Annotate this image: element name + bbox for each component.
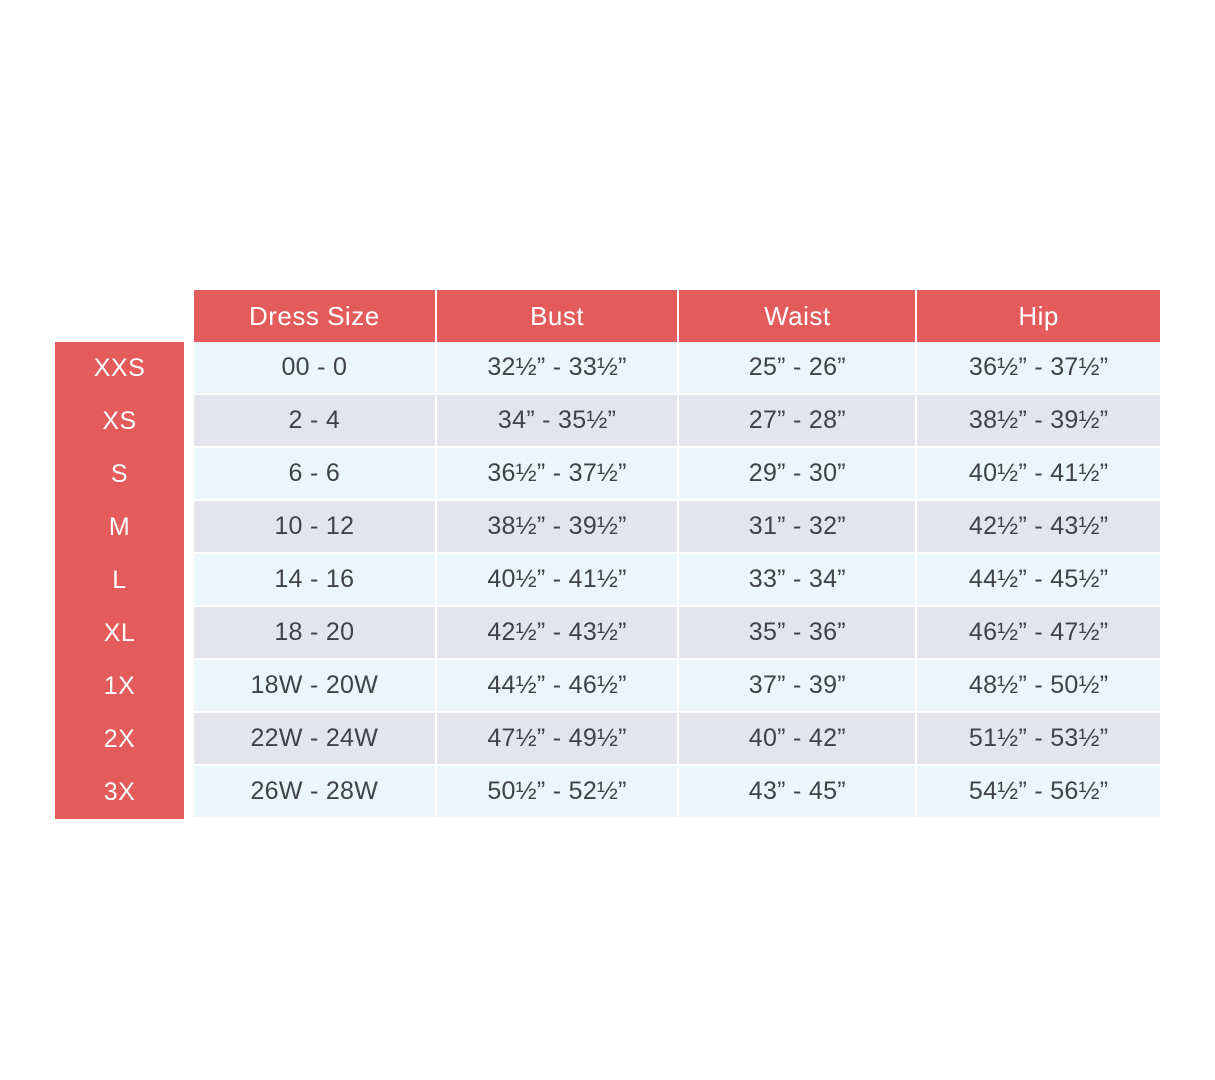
cell-waist: 33” - 34” bbox=[679, 554, 917, 607]
row-label-s: S bbox=[55, 448, 184, 501]
row-label-3x: 3X bbox=[55, 766, 184, 819]
table-body bbox=[55, 342, 1160, 819]
cell-dress-size: 6 - 6 bbox=[194, 448, 437, 501]
cell-bust: 50½” - 52½” bbox=[437, 766, 680, 819]
cell-waist: 31” - 32” bbox=[679, 501, 917, 554]
cell-waist: 27” - 28” bbox=[679, 395, 917, 448]
cell-hip: 46½” - 47½” bbox=[917, 607, 1160, 660]
row-label-m: M bbox=[55, 501, 184, 554]
row-label-2x: 2X bbox=[55, 713, 184, 766]
size-chart-table bbox=[55, 290, 1160, 819]
cell-waist: 35” - 36” bbox=[679, 607, 917, 660]
column-header-hip: Hip bbox=[917, 290, 1160, 342]
cell-bust: 40½” - 41½” bbox=[437, 554, 680, 607]
table-row bbox=[55, 395, 1160, 448]
table-header bbox=[55, 290, 1160, 342]
cell-dress-size: 00 - 0 bbox=[194, 342, 437, 395]
row-gap bbox=[184, 766, 194, 819]
row-label-l: L bbox=[55, 554, 184, 607]
cell-bust: 36½” - 37½” bbox=[437, 448, 680, 501]
cell-hip: 54½” - 56½” bbox=[917, 766, 1160, 819]
row-gap bbox=[184, 554, 194, 607]
row-gap bbox=[184, 448, 194, 501]
row-gap bbox=[184, 501, 194, 554]
table-row bbox=[55, 660, 1160, 713]
cell-hip: 40½” - 41½” bbox=[917, 448, 1160, 501]
table-row bbox=[55, 554, 1160, 607]
cell-waist: 29” - 30” bbox=[679, 448, 917, 501]
row-gap bbox=[184, 395, 194, 448]
cell-waist: 37” - 39” bbox=[679, 660, 917, 713]
column-header-waist: Waist bbox=[679, 290, 917, 342]
cell-hip: 51½” - 53½” bbox=[917, 713, 1160, 766]
cell-hip: 48½” - 50½” bbox=[917, 660, 1160, 713]
cell-bust: 42½” - 43½” bbox=[437, 607, 680, 660]
cell-bust: 47½” - 49½” bbox=[437, 713, 680, 766]
header-row bbox=[55, 290, 1160, 342]
cell-bust: 34” - 35½” bbox=[437, 395, 680, 448]
header-corner-blank bbox=[55, 290, 184, 342]
cell-dress-size: 10 - 12 bbox=[194, 501, 437, 554]
table-row bbox=[55, 448, 1160, 501]
cell-hip: 38½” - 39½” bbox=[917, 395, 1160, 448]
row-label-xxs: XXS bbox=[55, 342, 184, 395]
table-row bbox=[55, 713, 1160, 766]
column-header-dress-size: Dress Size bbox=[194, 290, 437, 342]
cell-dress-size: 18 - 20 bbox=[194, 607, 437, 660]
cell-bust: 32½” - 33½” bbox=[437, 342, 680, 395]
cell-bust: 38½” - 39½” bbox=[437, 501, 680, 554]
row-label-xs: XS bbox=[55, 395, 184, 448]
row-gap bbox=[184, 713, 194, 766]
cell-dress-size: 26W - 28W bbox=[194, 766, 437, 819]
table-row bbox=[55, 766, 1160, 819]
table-row bbox=[55, 607, 1160, 660]
table-row bbox=[55, 501, 1160, 554]
column-header-bust: Bust bbox=[437, 290, 680, 342]
cell-dress-size: 18W - 20W bbox=[194, 660, 437, 713]
cell-bust: 44½” - 46½” bbox=[437, 660, 680, 713]
cell-waist: 25” - 26” bbox=[679, 342, 917, 395]
row-gap bbox=[184, 342, 194, 395]
cell-hip: 44½” - 45½” bbox=[917, 554, 1160, 607]
row-label-1x: 1X bbox=[55, 660, 184, 713]
header-gap bbox=[184, 290, 194, 342]
cell-waist: 40” - 42” bbox=[679, 713, 917, 766]
row-gap bbox=[184, 660, 194, 713]
row-gap bbox=[184, 607, 194, 660]
cell-hip: 36½” - 37½” bbox=[917, 342, 1160, 395]
cell-waist: 43” - 45” bbox=[679, 766, 917, 819]
row-label-xl: XL bbox=[55, 607, 184, 660]
cell-hip: 42½” - 43½” bbox=[917, 501, 1160, 554]
cell-dress-size: 22W - 24W bbox=[194, 713, 437, 766]
table-row bbox=[55, 342, 1160, 395]
cell-dress-size: 14 - 16 bbox=[194, 554, 437, 607]
cell-dress-size: 2 - 4 bbox=[194, 395, 437, 448]
